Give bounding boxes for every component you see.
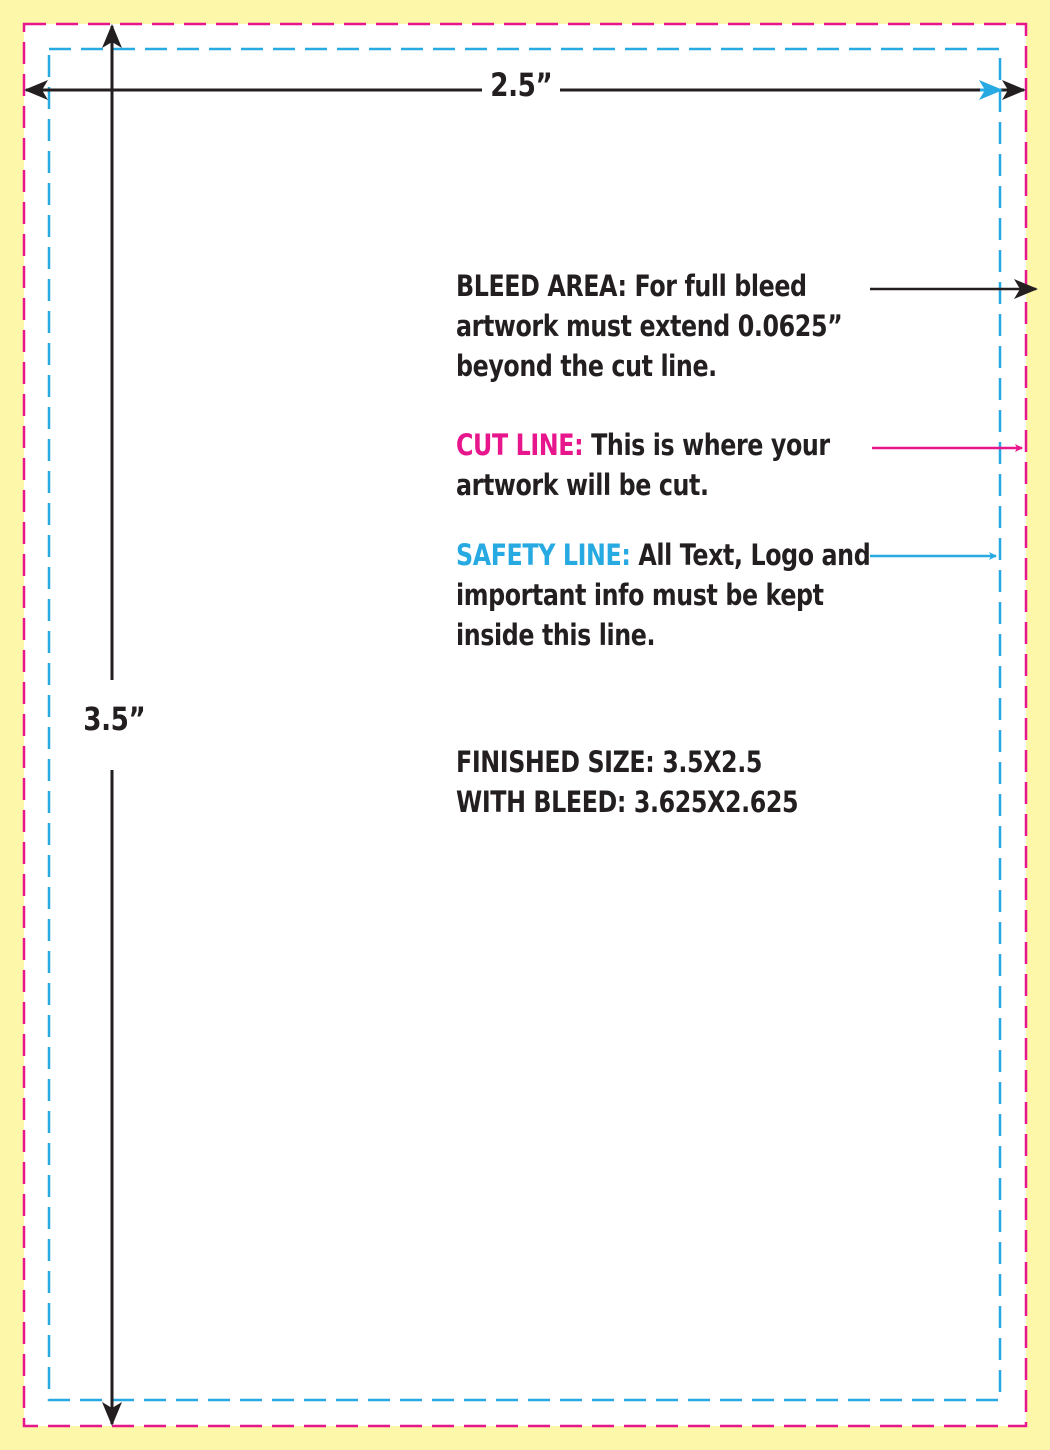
bleed-line-1: For full bleed <box>634 269 807 303</box>
cut-line-label: CUT LINE: <box>456 428 584 462</box>
safety-line-2: important info must be kept <box>456 578 824 612</box>
safety-line <box>49 49 1000 1400</box>
safety-line-label: SAFETY LINE: <box>456 538 631 572</box>
safety-line-description <box>456 535 915 655</box>
bleed-area-label: BLEED AREA: <box>456 269 627 303</box>
with-bleed-size: WITH BLEED: 3.625X2.625 <box>456 785 799 819</box>
cut-line-2: artwork will be cut. <box>456 468 709 502</box>
height-label: 3.5” <box>80 700 149 738</box>
bleed-line-2: artwork must extend 0.0625” <box>456 309 843 343</box>
finished-size: FINISHED SIZE: 3.5X2.5 <box>456 745 762 779</box>
cut-line-description <box>456 425 915 505</box>
cut-line-1: This is where your <box>591 428 830 462</box>
safety-line-3: inside this line. <box>456 618 656 652</box>
bleed-area-description <box>456 266 915 386</box>
safety-line-1: All Text, Logo and <box>638 538 871 572</box>
bleed-line-3: beyond the cut line. <box>456 349 717 383</box>
size-info <box>456 742 915 822</box>
width-label: 2.5” <box>487 66 556 104</box>
cut-line <box>24 24 1026 1426</box>
